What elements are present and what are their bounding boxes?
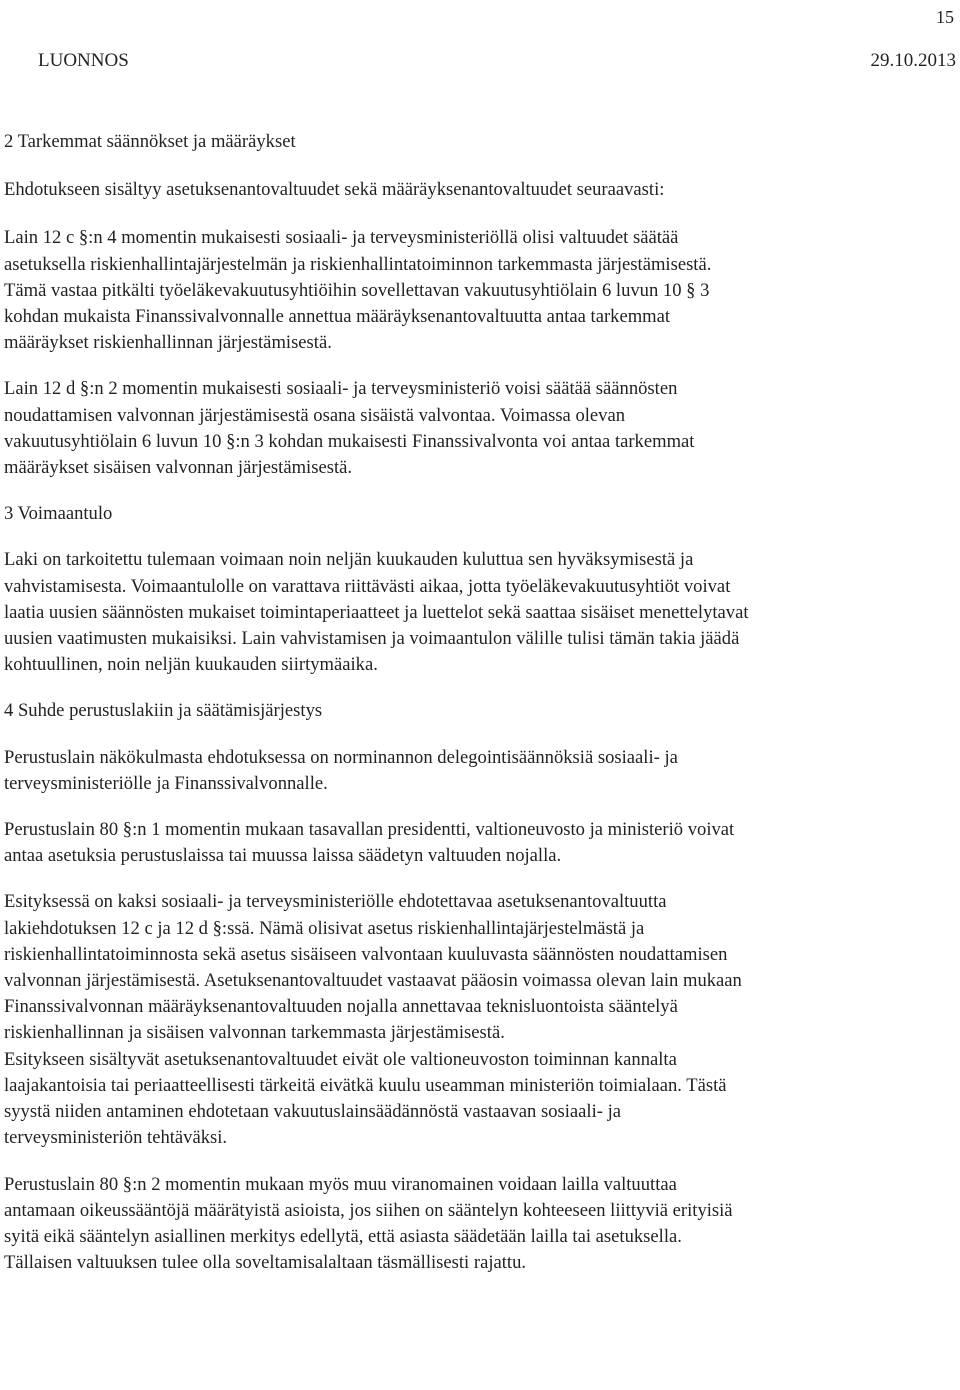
paragraph-line: asetuksella riskienhallintajärjestelmän ja riskienhallintatoiminnon tarkemmasta järjestämisestä. [4, 253, 712, 275]
paragraph-line: riskienhallinnan ja sisäisen valvonnan tarkemmasta järjestämisestä. [4, 1022, 505, 1044]
paragraph-line: terveysministeriölle ja Finanssivalvonnalle. [4, 772, 328, 794]
draft-label: LUONNOS [38, 50, 129, 71]
paragraph-line: Lain 12 d §:n 2 momentin mukaisesti sosiaali- ja terveysministeriö voisi säätää säännösten [4, 378, 678, 400]
paragraph-line: syitä eikä sääntelyn asiallinen merkitys edellytä, että asiasta säädetään lailla tai asetuksella. [4, 1225, 682, 1247]
paragraph-line: Ehdotukseen sisältyy asetuksenantovaltuudet sekä määräyksenantovaltuudet seuraavasti: [4, 179, 665, 201]
paragraph-line: Perustuslain 80 §:n 1 momentin mukaan tasavallan presidentti, valtioneuvosto ja ministeriö voivat [4, 819, 735, 841]
paragraph-line: Esitykseen sisältyvät asetuksenantovaltuudet eivät ole valtioneuvoston toiminnan kannalta [4, 1048, 677, 1070]
paragraph-line: antamaan oikeussääntöjä määrätyistä asioista, jos siihen on sääntelyn kohteeseen liittyviä erityisiä [4, 1199, 733, 1221]
paragraph-line: Perustuslain näkökulmasta ehdotuksessa on norminannon delegointisäännöksiä sosiaali- ja [4, 746, 678, 768]
paragraph-line: antaa asetuksia perustuslaissa tai muussa laissa säädetyn valtuuden nojalla. [4, 845, 562, 867]
paragraph-line: kohtuullinen, noin neljän kuukauden siirtymäaika. [4, 654, 378, 676]
paragraph-line: uusien vaatimusten mukaisiksi. Lain vahvistamisen ja voimaantulon välille tulisi tämän takia jäädä [4, 628, 740, 650]
document-body [4, 129, 956, 1276]
page-number: 15 [936, 7, 954, 27]
paragraph-line: terveysministeriön tehtäväksi. [4, 1127, 228, 1149]
section-heading: 3 Voimaantulo [4, 503, 113, 525]
paragraph-line: määräykset riskienhallinnan järjestämisestä. [4, 332, 332, 354]
paragraph-line: määräykset sisäisen valvonnan järjestämisestä. [4, 457, 353, 479]
paragraph-line: Perustuslain 80 §:n 2 momentin mukaan myös muu viranomainen voidaan laillа valtuuttaa [4, 1173, 677, 1195]
paragraph-line: laatia uusien säännösten mukaiset toimintaperiaatteet ja luettelot sekä saattaa sisäiset menettelytavat [4, 601, 749, 623]
paragraph-line: vakuutusyhtiölain 6 luvun 10 §:n 3 kohdan mukaisesti Finanssivalvonta voi antaa tarkemmat [4, 430, 695, 452]
paragraph-line: noudattamisen valvonnan järjestämisestä osana sisäistä valvontaa. Voimassa olevan [4, 404, 626, 426]
paragraph-line: kohdan mukaista Finanssivalvonnalle annettua määräyksenantovaltuutta antaa tarkemmat [4, 306, 671, 328]
paragraph-line: lakiehdotuksen 12 c ja 12 d §:ssä. Nämä olisivat asetus riskienhallintajärjestelmästä ja [4, 917, 645, 939]
paragraph-line: riskienhallintatoiminnosta sekä asetus sisäiseen valvontaan kuuluvasta säännösten noudattamisen [4, 943, 728, 965]
paragraph-line: Tämä vastaa pitkälti työeläkevakuutusyhtiöihin sovellettavan vakuutusyhtiölain 6 luvun 10 § 3 [4, 279, 710, 301]
paragraph-line: Esityksessä on kaksi sosiaali- ja terveysministeriölle ehdotettavaa asetuksenantovaltuutta [4, 891, 667, 913]
paragraph-line: Finanssivalvonnan määräyksenantovaltuuden nojalla annettavaa teknisluontoista sääntelyä [4, 996, 678, 1018]
paragraph-line: Laki on tarkoitettu tulemaan voimaan noin neljän kuukauden kuluttua sen hyväksymisestä ja [4, 549, 694, 571]
paragraph-line: Lain 12 c §:n 4 momentin mukaisesti sosiaali- ja terveysministeriöllä olisi valtuudet säätää [4, 227, 679, 249]
section-heading: 2 Tarkemmat säännökset ja määräykset [4, 131, 296, 152]
paragraph-line: valvonnan järjestämisestä. Asetuksenantovaltuudet vastaavat pääosin voimassa olevan lain mukaan [4, 970, 742, 992]
document-date: 29.10.2013 [870, 50, 956, 71]
paragraph-line: syystä niiden antaminen ehdotetaan vakuutuslainsäädännöstä vastaavan sosiaali- ja [4, 1101, 622, 1123]
paragraph-line: laajakantoisia tai periaatteellisesti tärkeitä eivätkä kuulu useamman ministeriön toimialaan. Tästä [4, 1074, 727, 1096]
section-heading: 4 Suhde perustuslakiin ja säätämisjärjestys [4, 700, 323, 722]
paragraph-line: vahvistamisesta. Voimaantulolle on varattava riittävästi aikaa, jotta työeläkevakuutusyhtiöt voivat [4, 575, 731, 597]
paragraph-line: Tällaisen valtuuksen tulee olla soveltamisalaltaan täsmällisesti rajattu. [4, 1252, 527, 1274]
document-header [38, 48, 956, 74]
